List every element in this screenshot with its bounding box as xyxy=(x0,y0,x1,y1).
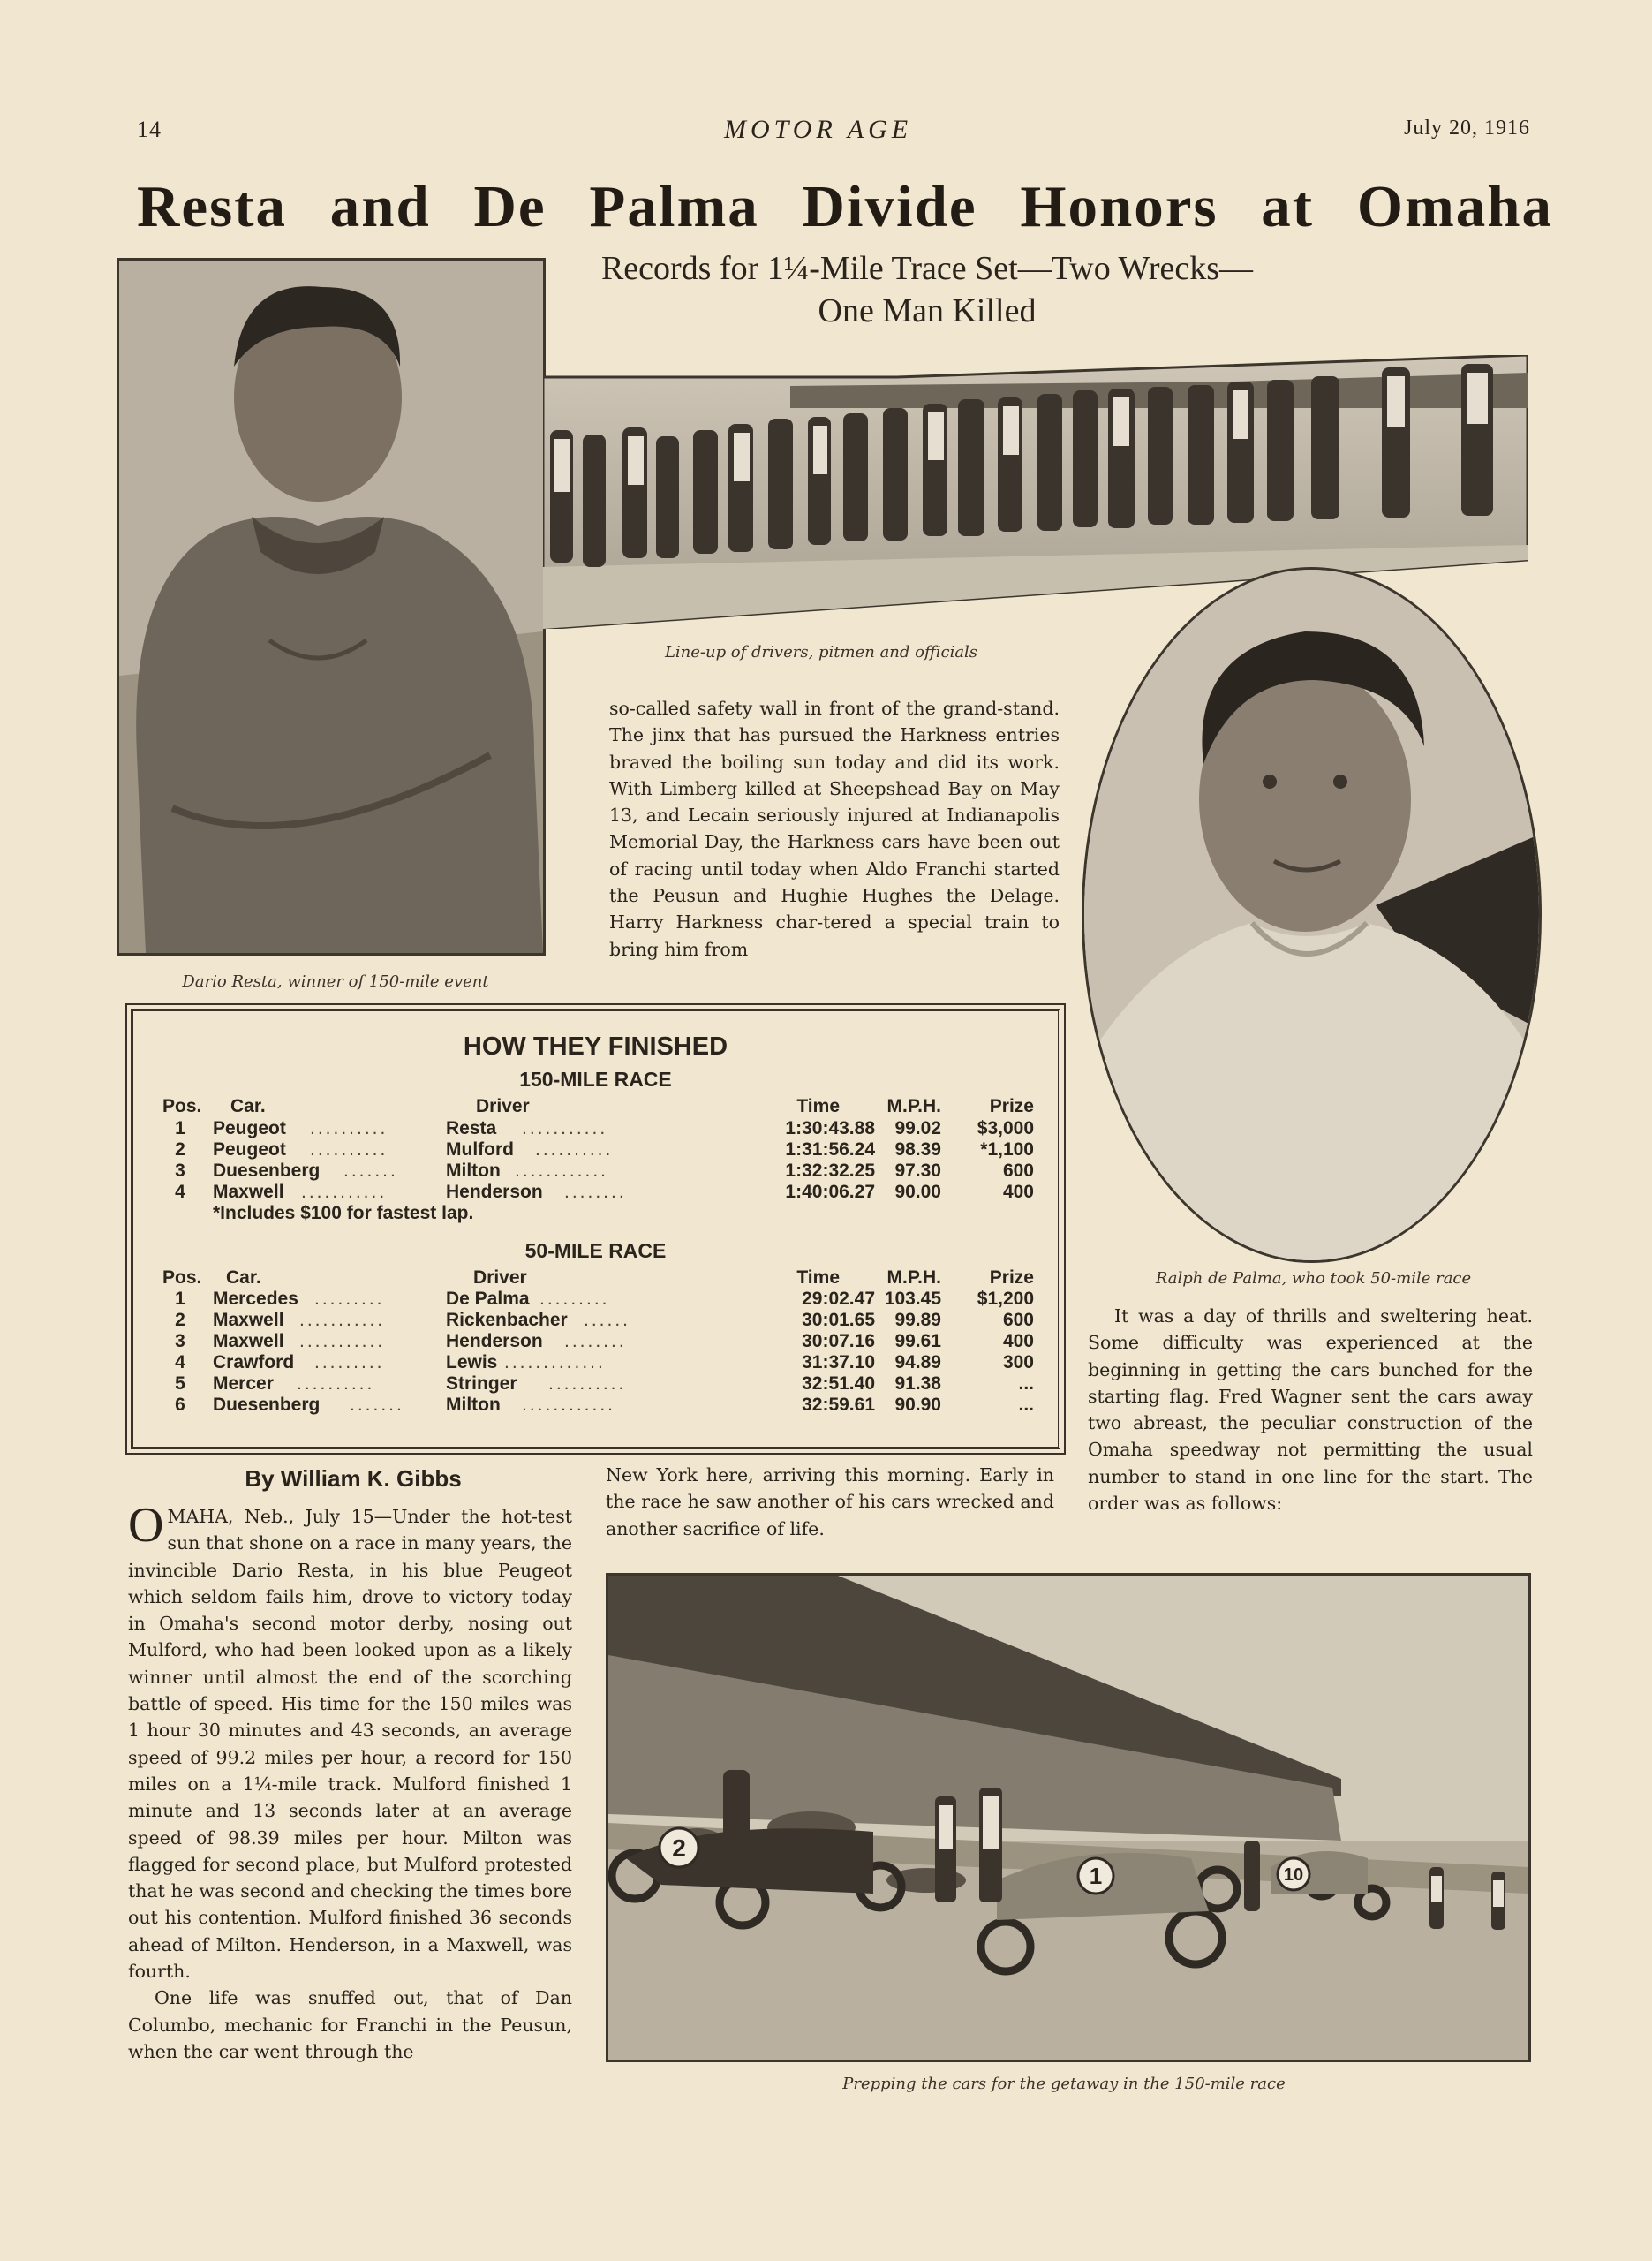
row-prize: 300 xyxy=(1002,1352,1034,1372)
article-lead-text: MAHA, Neb., July 15—Under the hot-test sun that shone on a race in many years, the invincible Dario Resta, in his blue Peugeot which seldom fails him, drove to victory today in Omaha's second motor derby, nosing out Mulford, who had been looked upon as a likely winner until almost the end of the scorching battle of speed. His time for the 150 miles was 1 hour 30 minutes and 43 seconds, an average speed of 99.2 miles per hour, a record for 150 miles on a 1¼-mile track. Mulford finished 1 minute and 13 seconds later at an average speed of 98.39 miles per hour. Milton was flagged for second place, but Mulford protested that he was second and checking the times bore out his contention. Mulford finished 36 seconds ahead of Milton. Henderson, in a Maxwell, was fourth. xyxy=(128,1506,572,1983)
row-driver: Resta xyxy=(446,1118,497,1138)
results-table xyxy=(131,1009,1060,1449)
row-car: Duesenberg xyxy=(213,1395,321,1415)
row-mph: 98.39 xyxy=(894,1139,941,1160)
row-car: Duesenberg xyxy=(213,1161,321,1181)
leader-dots: ........... xyxy=(299,1310,386,1330)
row-driver: Henderson xyxy=(446,1331,543,1351)
leader-dots: ........ xyxy=(564,1182,627,1202)
row-time: 1:30:43.88 xyxy=(785,1118,875,1138)
leader-dots: ........... xyxy=(299,1331,386,1351)
race150-header-pos: Pos. xyxy=(162,1096,202,1116)
row-time: 1:31:56.24 xyxy=(785,1139,875,1160)
row-driver: Milton xyxy=(446,1395,501,1415)
row-time: 1:32:32.25 xyxy=(785,1161,875,1181)
article-paragraph-lead xyxy=(128,1498,572,1985)
row-mph: 99.89 xyxy=(894,1310,941,1330)
race50-header-mph: M.P.H. xyxy=(886,1267,941,1288)
row-prize: ... xyxy=(1018,1373,1034,1394)
row-car: Maxwell xyxy=(213,1182,284,1202)
resta-figure-image xyxy=(119,261,543,953)
subhead-line-1: Records for 1¼-Mile Trace Set—Two Wrecks— xyxy=(600,250,1254,287)
race50-header-pos: Pos. xyxy=(162,1267,202,1288)
headline: Resta and De Palma Divide Honors at Omaha xyxy=(137,174,1554,239)
article-right-column xyxy=(1088,1303,1533,1516)
car-number-1: 1 xyxy=(1089,1863,1103,1889)
race150-row xyxy=(133,1161,1058,1182)
row-time: 30:07.16 xyxy=(802,1331,875,1351)
row-prize: 400 xyxy=(1002,1182,1034,1202)
row-mph: 97.30 xyxy=(894,1161,941,1181)
row-prize: $3,000 xyxy=(977,1118,1034,1138)
row-car: Maxwell xyxy=(213,1310,284,1330)
race150-header-prize: Prize xyxy=(989,1096,1034,1116)
row-prize: *1,100 xyxy=(980,1139,1034,1160)
row-pos: 5 xyxy=(175,1373,185,1394)
results-title: HOW THEY FINISHED xyxy=(463,1032,728,1061)
leader-dots: ...... xyxy=(584,1310,631,1330)
article-middle-column-top xyxy=(609,695,1060,963)
row-driver: Henderson xyxy=(446,1182,543,1202)
row-time: 1:40:06.27 xyxy=(785,1182,875,1202)
leader-dots: .......... xyxy=(310,1139,388,1160)
leader-dots: .......... xyxy=(535,1139,614,1160)
depalma-portrait-photo xyxy=(1082,567,1542,1263)
article-paragraph-harkness: New York here, arriving this morning. Early in the race he saw another of his cars wrecked and another sacrifice of life. xyxy=(606,1464,1054,1539)
race150-row xyxy=(133,1118,1058,1139)
row-mph: 90.90 xyxy=(894,1395,941,1415)
article-paragraph-columbo: One life was snuffed out, that of Dan Columbo, mechanic for Franchi in the Peusun, when the car went through the xyxy=(128,1987,572,2062)
car-number-10: 10 xyxy=(1283,1865,1304,1885)
row-mph: 99.61 xyxy=(894,1331,941,1351)
race50-row xyxy=(133,1310,1058,1331)
drop-cap: O xyxy=(128,1498,164,1553)
race-start-image xyxy=(608,1576,1528,2060)
row-car: Mercedes xyxy=(213,1289,298,1309)
race-start-caption: Prepping the cars for the getaway in the 150-mile race xyxy=(842,2075,1286,2093)
race150-row xyxy=(133,1139,1058,1161)
leader-dots: ........... xyxy=(522,1118,608,1138)
page-number: 14 xyxy=(137,117,162,142)
article-paragraph-start: It was a day of thrills and sweltering heat. Some difficulty was experienced at the beginning in getting the cars bunched for the starting flag. Fred Wagner sent the cars away two abreast, the peculiar construction of the Omaha speedway not permitting the usual number to stand in one line for the start. The order was as follows: xyxy=(1088,1305,1533,1515)
leader-dots: .......... xyxy=(548,1373,627,1394)
leader-dots: ............ xyxy=(522,1395,616,1415)
race50-header-car: Car. xyxy=(226,1267,261,1288)
article-middle-column-bottom xyxy=(606,1462,1054,1542)
row-pos: 6 xyxy=(175,1395,185,1415)
row-driver: Stringer xyxy=(446,1373,517,1394)
race150-row xyxy=(133,1182,1058,1203)
issue-date: July 20, 1916 xyxy=(1404,117,1531,140)
row-pos: 3 xyxy=(175,1161,185,1181)
row-time: 30:01.65 xyxy=(802,1310,875,1330)
row-driver: Rickenbacher xyxy=(446,1310,568,1330)
leader-dots: ............. xyxy=(504,1352,606,1372)
leader-dots: ......... xyxy=(314,1289,385,1309)
subheadline xyxy=(547,247,1307,332)
resta-caption: Dario Resta, winner of 150-mile event xyxy=(182,972,489,991)
row-time: 29:02.47 xyxy=(802,1289,875,1309)
row-pos: 3 xyxy=(175,1331,185,1351)
resta-portrait-photo xyxy=(117,258,546,956)
depalma-figure-image xyxy=(1084,570,1539,1260)
row-mph: 90.00 xyxy=(894,1182,941,1202)
race50-row xyxy=(133,1289,1058,1310)
row-prize: ... xyxy=(1018,1395,1034,1415)
article-paragraph-wall: so-called safety wall in front of the grand-stand. The jinx that has pursued the Harkness entries braved the boiling sun today and did its work. With Limberg killed at Sheepshead Bay on May 13, and Lecain seriously injured at Indianapolis Memorial Day, the Harkness cars have been out of racing until today when Aldo Franchi started the Peusun and Hughie Hughes the Delage. Harry Harkness char-tered a special train to bring him from xyxy=(609,698,1060,960)
race50-row xyxy=(133,1352,1058,1373)
byline: By William K. Gibbs xyxy=(245,1465,462,1492)
row-mph: 94.89 xyxy=(894,1352,941,1372)
row-prize: 400 xyxy=(1002,1331,1034,1351)
race50-header-time: Time xyxy=(796,1267,840,1288)
leader-dots: ....... xyxy=(343,1161,398,1181)
race150-footnote-row xyxy=(133,1203,1058,1224)
race50-header-driver: Driver xyxy=(473,1267,527,1288)
row-driver: Mulford xyxy=(446,1139,514,1160)
car-number-2: 2 xyxy=(672,1834,686,1862)
row-time: 31:37.10 xyxy=(802,1352,875,1372)
row-time: 32:51.40 xyxy=(802,1373,875,1394)
row-driver: Lewis xyxy=(446,1352,498,1372)
row-pos: 2 xyxy=(175,1310,185,1330)
row-mph: 103.45 xyxy=(884,1289,941,1309)
row-pos: 4 xyxy=(175,1352,185,1372)
lineup-caption: Line-up of drivers, pitmen and officials xyxy=(664,643,978,662)
row-pos: 1 xyxy=(175,1118,185,1138)
row-pos: 1 xyxy=(175,1289,185,1309)
race50-header-row xyxy=(133,1267,1058,1289)
row-mph: 99.02 xyxy=(894,1118,941,1138)
race150-title: 150-MILE RACE xyxy=(519,1068,672,1091)
race150-footnote: *Includes $100 for fastest lap. xyxy=(213,1203,474,1223)
subhead-line-2: One Man Killed xyxy=(818,292,1037,329)
row-pos: 4 xyxy=(175,1182,185,1202)
race50-row xyxy=(133,1331,1058,1352)
row-prize: 600 xyxy=(1002,1161,1034,1181)
race50-title: 50-MILE RACE xyxy=(524,1239,667,1262)
leader-dots: ......... xyxy=(539,1289,610,1309)
race-start-photo xyxy=(606,1573,1531,2062)
row-mph: 91.38 xyxy=(894,1373,941,1394)
race150-header-car: Car. xyxy=(230,1096,266,1116)
row-car: Peugeot xyxy=(213,1139,286,1160)
row-driver: Milton xyxy=(446,1161,501,1181)
race150-header-driver: Driver xyxy=(476,1096,530,1116)
row-car: Mercer xyxy=(213,1373,274,1394)
row-car: Crawford xyxy=(213,1352,295,1372)
row-car: Peugeot xyxy=(213,1118,286,1138)
race150-header-row xyxy=(133,1096,1058,1117)
race150-header-mph: M.P.H. xyxy=(886,1096,941,1116)
leader-dots: ........ xyxy=(564,1331,627,1351)
leader-dots: .......... xyxy=(297,1373,375,1394)
race50-row xyxy=(133,1373,1058,1395)
race50-row xyxy=(133,1395,1058,1416)
article-left-column xyxy=(128,1498,572,2065)
row-prize: $1,200 xyxy=(977,1289,1034,1309)
race150-header-time: Time xyxy=(796,1096,840,1116)
row-time: 32:59.61 xyxy=(802,1395,875,1415)
depalma-caption: Ralph de Palma, who took 50-mile race xyxy=(1155,1269,1472,1288)
row-prize: 600 xyxy=(1002,1310,1034,1330)
race50-header-prize: Prize xyxy=(989,1267,1034,1288)
leader-dots: ......... xyxy=(314,1352,385,1372)
leader-dots: ........... xyxy=(301,1182,388,1202)
leader-dots: .......... xyxy=(310,1118,388,1138)
row-driver: De Palma xyxy=(446,1289,530,1309)
leader-dots: ............ xyxy=(515,1161,609,1181)
publication-name: MOTOR AGE xyxy=(724,115,913,144)
row-pos: 2 xyxy=(175,1139,185,1160)
leader-dots: ....... xyxy=(350,1395,404,1415)
row-car: Maxwell xyxy=(213,1331,284,1351)
